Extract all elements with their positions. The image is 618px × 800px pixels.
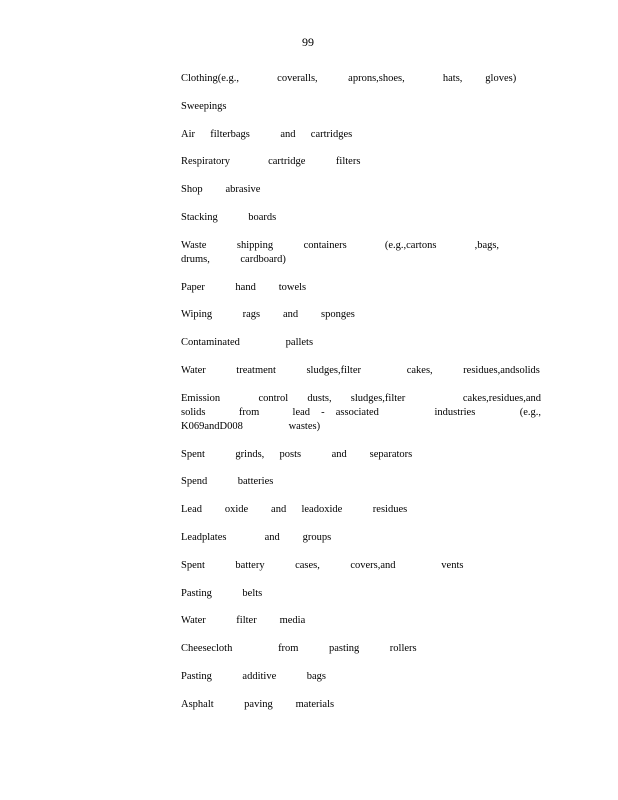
list-item: Contaminated pallets xyxy=(181,337,314,349)
list-item: Sweepings xyxy=(181,100,227,112)
list-item: Stacking boards xyxy=(181,211,277,223)
waste-item-list xyxy=(181,72,595,726)
list-item: Lead oxide and leadoxide residues xyxy=(181,504,408,516)
list-item: Cheesecloth from pasting rollers xyxy=(181,643,417,655)
list-item: Emission control dusts, sludges,filter cakes,residues,and solids from lead - associated industries (e.g., K069andD008 wastes) xyxy=(181,392,595,432)
page-number: 99 xyxy=(302,35,314,49)
list-item: Water filter media xyxy=(181,615,306,627)
list-item: Pasting additive bags xyxy=(181,670,326,682)
list-item: Asphalt paving materials xyxy=(181,698,335,710)
list-item: Waste shipping containers (e.g.,cartons ,bags, drums, cardboard) xyxy=(181,239,530,265)
list-item: Spent battery cases, covers,and vents xyxy=(181,559,464,571)
list-item: Spent grinds, posts and separators xyxy=(181,448,413,460)
list-item: Pasting belts xyxy=(181,587,263,599)
list-item: Wiping rags and sponges xyxy=(181,309,355,321)
list-item: Leadplates and groups xyxy=(181,531,332,543)
list-item: Paper hand towels xyxy=(181,281,307,293)
list-item: Shop abrasive xyxy=(181,184,261,196)
list-item: Air filterbags and cartridges xyxy=(181,128,353,140)
list-item: Spend batteries xyxy=(181,476,274,488)
list-item: Respiratory cartridge filters xyxy=(181,156,361,168)
list-item: Clothing(e.g., coveralls, aprons,shoes, hats, gloves) xyxy=(181,73,517,84)
list-item: Water treatment sludges,filter cakes, residues,andsolids xyxy=(181,364,540,376)
